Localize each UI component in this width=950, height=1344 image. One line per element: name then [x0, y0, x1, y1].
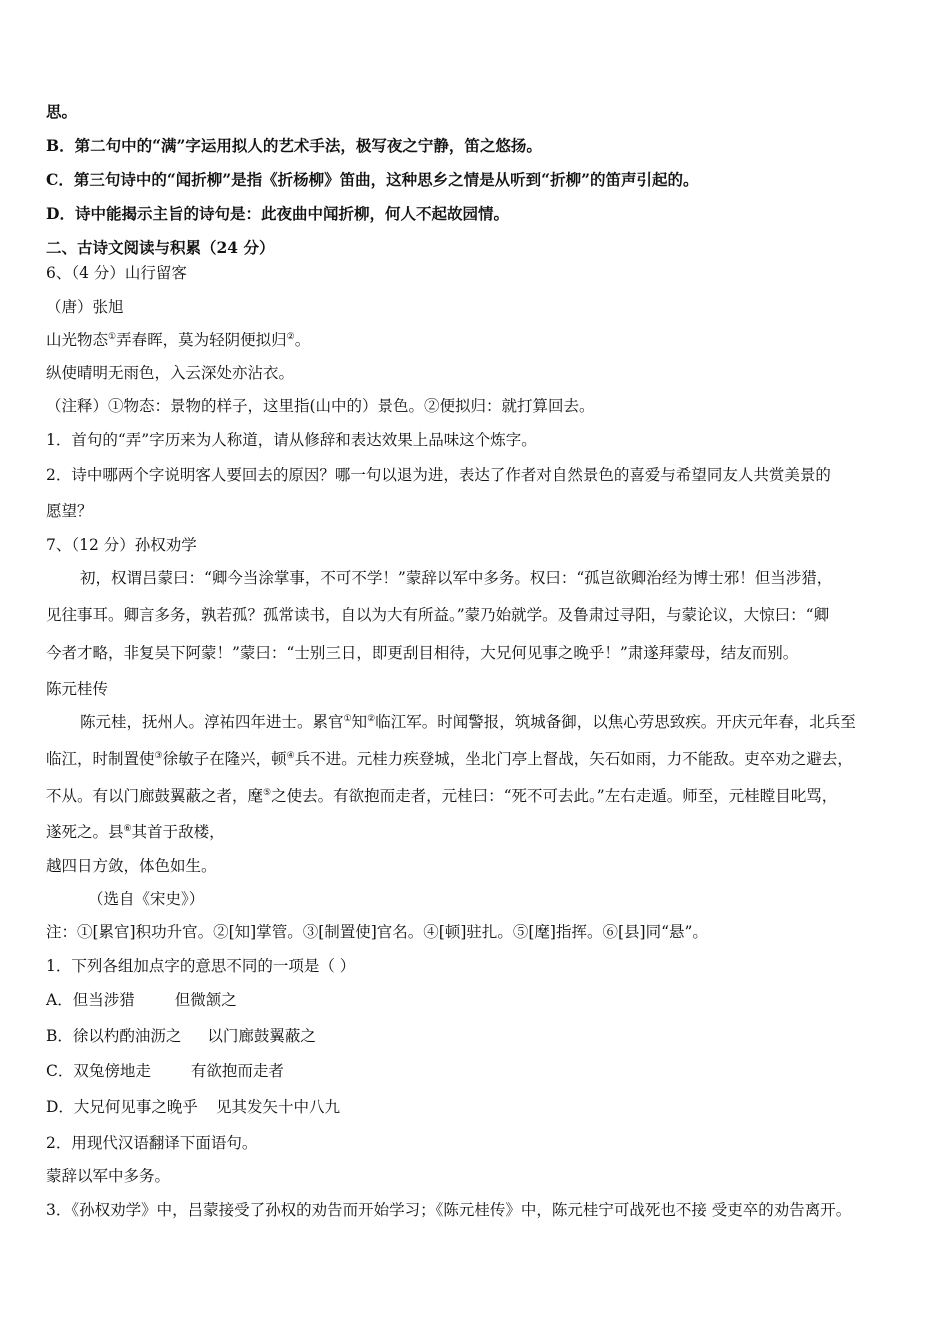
q7-p2-line2: 临江，时制置使③徐敏子在隆兴，顿④兵不进。元桂力疾登城，坐北门亭上督战，矢石如雨，力不能敌。吏卒劝之避去，: [46, 750, 853, 768]
footnote-mark: ⑤: [263, 787, 272, 798]
q6-header: 6、（4 分）山行留客: [46, 264, 187, 282]
q7-option-d: D．大兄何见事之晚乎 见其发矢十中八九: [46, 1098, 340, 1116]
footnote-mark: ⑥: [123, 823, 132, 834]
footnote-mark: ④: [286, 750, 295, 761]
prev-question-tail: 思。: [46, 102, 78, 121]
q7-source: （选自《宋史》）: [88, 890, 205, 908]
q7-p2-line4: 遂死之。县⑥其首于敌楼，: [46, 823, 225, 841]
q6-author: （唐）张旭: [46, 298, 124, 316]
option-b: B．第二句中的“满”字运用拟人的艺术手法，极写夜之宁静，笛之悠扬。: [46, 136, 542, 155]
footnote-mark: ①: [343, 713, 352, 724]
q7-option-a: A．但当涉猎 但微颔之: [46, 991, 237, 1009]
q7-p1-line2: 见往事耳。卿言多务，孰若孤？孤常读书，自以为大有所益。”蒙乃始就学。及鲁肃过寻阳，与蒙论议，大惊曰：“卿: [46, 606, 830, 624]
footnote-mark: ②: [367, 713, 376, 724]
q7-p1-line3: 今者才略，非复吴下阿蒙！”蒙曰：“士别三日，即更刮目相待，大兄何见事之晚乎！”肃遂拜蒙母，结友而别。: [46, 644, 799, 662]
q6-poem-line-2: 纵使晴明无雨色，入云深处亦沾衣。: [46, 364, 295, 382]
q6-note: （注释）①物态：景物的样子，这里指(山中的）景色。②便拟归：就打算回去。: [46, 397, 595, 415]
footnote-mark: ③: [154, 750, 163, 761]
q7-header: 7、（12 分）孙权劝学: [46, 536, 197, 554]
q6-sub1: 1．首句的“弄”字历来为人称道，请从修辞和表达效果上品味这个炼字。: [46, 431, 537, 449]
option-d: D．诗中能揭示主旨的诗句是：此夜曲中闻折柳，何人不起故园情。: [46, 204, 509, 223]
q7-title2: 陈元桂传: [46, 680, 109, 698]
q7-notes: 注：①[累官]积功升官。②[知]掌管。③[制置使]官名。④[顿]驻扎。⑤[麾]指挥。⑥[县]同“悬”。: [46, 923, 708, 941]
q7-sub3: 3．《孙权劝学》中，吕蒙接受了孙权的劝告而开始学习；《陈元桂传》中，陈元桂宁可战死也不接 受吏卒的劝告离开。: [46, 1201, 852, 1219]
q7-sub2: 2．用现代汉语翻译下面语句。: [46, 1134, 258, 1152]
footnote-mark: ②: [286, 331, 295, 342]
q7-option-b: B．徐以杓酌油沥之 以门廊鼓翼蔽之: [46, 1027, 316, 1045]
q7-p2-line5: 越四日方敛，体色如生。: [46, 857, 217, 875]
section-title: 二、古诗文阅读与积累（24 分）: [46, 238, 275, 257]
option-c: C．第三句诗中的“闻折柳”是指《折杨柳》笛曲，这种思乡之情是从听到“折柳”的笛声引起的。: [46, 170, 699, 189]
q6-poem-line-1: 山光物态①弄春晖，莫为轻阴便拟归②。: [46, 331, 311, 349]
q7-sub2-sentence: 蒙辞以军中多务。: [46, 1167, 171, 1185]
footnote-mark: ①: [108, 331, 117, 342]
q6-sub2-line2: 愿望？: [46, 502, 93, 520]
q7-p2-line3: 不从。有以门廊鼓翼蔽之者，麾⑤之使去。有欲抱而走者，元桂曰：“死不可去此。”左右走遁。师至，元桂瞠目叱骂，: [46, 787, 838, 805]
q7-option-c: C．双兔傍地走 有欲抱而走者: [46, 1062, 284, 1080]
q7-p1-line1: 初，权谓吕蒙曰：“卿今当涂掌事，不可不学！”蒙辞以军中多务。权曰：“孤岂欲卿治经为博士邪！但当涉猎，: [80, 569, 833, 587]
q6-sub2-line1: 2．诗中哪两个字说明客人要回去的原因？哪一句以退为进，表达了作者对自然景色的喜爱与希望同友人共赏美景的: [46, 466, 831, 484]
q7-sub1: 1．下列各组加点字的意思不同的一项是（ ）: [46, 957, 356, 975]
q7-p2-line1: 陈元桂，抚州人。淳祐四年进士。累官①知②临江军。时闻警报，筑城备御，以焦心劳思致疾。开庆元年春，北兵至: [80, 713, 856, 731]
